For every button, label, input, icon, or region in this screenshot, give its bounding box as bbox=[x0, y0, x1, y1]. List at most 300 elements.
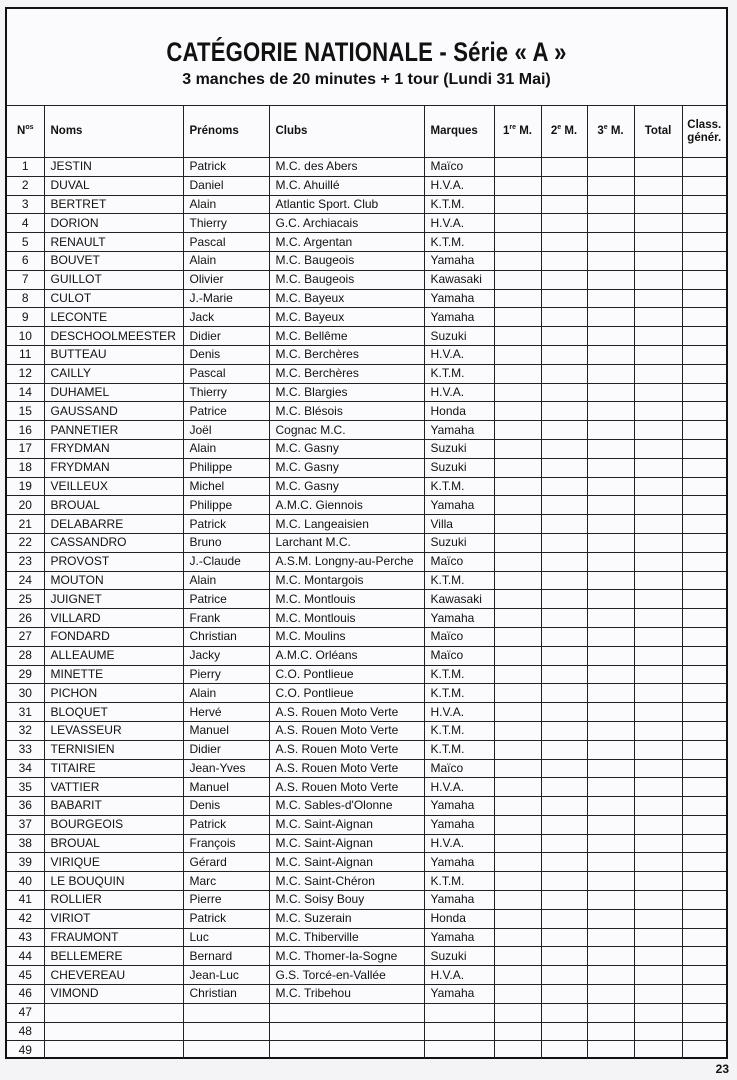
rider-club: M.C. Montlouis bbox=[269, 590, 424, 609]
rider-club: M.C. des Abers bbox=[269, 158, 424, 177]
rider-firstname: Alain bbox=[183, 571, 269, 590]
rider-brand: Yamaha bbox=[424, 421, 494, 440]
row-number: 1 bbox=[7, 158, 44, 177]
row-number: 43 bbox=[7, 928, 44, 947]
manche-2-cell bbox=[541, 233, 587, 252]
rider-firstname: Didier bbox=[183, 327, 269, 346]
rider-firstname: Philippe bbox=[183, 496, 269, 515]
table-row bbox=[7, 609, 726, 628]
total-cell bbox=[634, 402, 682, 421]
rider-brand: Yamaha bbox=[424, 609, 494, 628]
manche-2-cell bbox=[541, 496, 587, 515]
rider-name: DUVAL bbox=[44, 176, 183, 195]
sheet-header bbox=[7, 9, 726, 105]
manche-3-cell bbox=[587, 985, 634, 1004]
rider-firstname bbox=[183, 1022, 269, 1041]
rider-name: CULOT bbox=[44, 289, 183, 308]
rider-club: A.M.C. Giennois bbox=[269, 496, 424, 515]
total-cell bbox=[634, 590, 682, 609]
manche-2-cell bbox=[541, 947, 587, 966]
classement-cell bbox=[682, 985, 726, 1004]
table-row bbox=[7, 985, 726, 1004]
total-cell bbox=[634, 872, 682, 891]
total-cell bbox=[634, 646, 682, 665]
rider-brand: H.V.A. bbox=[424, 214, 494, 233]
row-number: 34 bbox=[7, 759, 44, 778]
manche-1-cell bbox=[494, 740, 541, 759]
manche-2-cell bbox=[541, 364, 587, 383]
manche-3-cell bbox=[587, 834, 634, 853]
rider-brand: H.V.A. bbox=[424, 703, 494, 722]
manche-3-cell bbox=[587, 721, 634, 740]
rider-name: CASSANDRO bbox=[44, 533, 183, 552]
rider-name: ALLEAUME bbox=[44, 646, 183, 665]
classement-cell bbox=[682, 590, 726, 609]
row-number: 30 bbox=[7, 684, 44, 703]
manche-2-cell bbox=[541, 289, 587, 308]
manche-3-cell bbox=[587, 1022, 634, 1041]
rider-name: DELABARRE bbox=[44, 515, 183, 534]
rider-brand: H.V.A. bbox=[424, 778, 494, 797]
manche-3-cell bbox=[587, 439, 634, 458]
rider-brand: K.T.M. bbox=[424, 364, 494, 383]
rider-brand: Yamaha bbox=[424, 891, 494, 910]
manche-3-cell bbox=[587, 590, 634, 609]
rider-firstname: Thierry bbox=[183, 383, 269, 402]
rider-club: A.S. Rouen Moto Verte bbox=[269, 703, 424, 722]
rider-brand bbox=[424, 1041, 494, 1059]
total-cell bbox=[634, 909, 682, 928]
manche-3-cell bbox=[587, 533, 634, 552]
manche-2-cell bbox=[541, 1003, 587, 1022]
classement-cell bbox=[682, 853, 726, 872]
manche-3-cell bbox=[587, 797, 634, 816]
manche-2-cell bbox=[541, 439, 587, 458]
manche-2-cell bbox=[541, 684, 587, 703]
total-cell bbox=[634, 233, 682, 252]
rider-club: M.C. Ahuillé bbox=[269, 176, 424, 195]
classement-cell bbox=[682, 195, 726, 214]
rider-name: BUTTEAU bbox=[44, 345, 183, 364]
rider-brand: Honda bbox=[424, 402, 494, 421]
row-number: 39 bbox=[7, 853, 44, 872]
rider-firstname: Patrice bbox=[183, 402, 269, 421]
rider-name: BLOQUET bbox=[44, 703, 183, 722]
rider-name bbox=[44, 1003, 183, 1022]
manche-1-cell bbox=[494, 477, 541, 496]
rider-club: M.C. Montlouis bbox=[269, 609, 424, 628]
rider-club: M.C. Tribehou bbox=[269, 985, 424, 1004]
manche-3-cell bbox=[587, 684, 634, 703]
row-number: 18 bbox=[7, 458, 44, 477]
manche-3-cell bbox=[587, 853, 634, 872]
rider-brand: Kawasaki bbox=[424, 590, 494, 609]
table-row bbox=[7, 496, 726, 515]
manche-2-cell bbox=[541, 195, 587, 214]
manche-3-cell bbox=[587, 477, 634, 496]
rider-brand: Yamaha bbox=[424, 815, 494, 834]
classement-cell bbox=[682, 872, 726, 891]
total-cell bbox=[634, 345, 682, 364]
manche-1-cell bbox=[494, 609, 541, 628]
table-header-row bbox=[7, 106, 726, 158]
classement-cell bbox=[682, 477, 726, 496]
manche-1-cell bbox=[494, 684, 541, 703]
total-cell bbox=[634, 721, 682, 740]
classement-cell bbox=[682, 402, 726, 421]
rider-brand: Honda bbox=[424, 909, 494, 928]
rider-club: A.S. Rouen Moto Verte bbox=[269, 778, 424, 797]
rider-brand: K.T.M. bbox=[424, 721, 494, 740]
rider-brand: Villa bbox=[424, 515, 494, 534]
rider-club: M.C. Blargies bbox=[269, 383, 424, 402]
rider-club: M.C. Berchères bbox=[269, 345, 424, 364]
total-cell bbox=[634, 1022, 682, 1041]
classement-cell bbox=[682, 797, 726, 816]
rider-club: M.C. Bellême bbox=[269, 327, 424, 346]
classement-cell bbox=[682, 909, 726, 928]
table-row bbox=[7, 966, 726, 985]
rider-name: CHEVEREAU bbox=[44, 966, 183, 985]
manche-2-cell bbox=[541, 308, 587, 327]
rider-firstname: Manuel bbox=[183, 778, 269, 797]
total-cell bbox=[634, 609, 682, 628]
rider-brand: Maïco bbox=[424, 552, 494, 571]
classement-cell bbox=[682, 571, 726, 590]
rider-firstname bbox=[183, 1041, 269, 1059]
manche-2-cell bbox=[541, 533, 587, 552]
rider-club: M.C. Bayeux bbox=[269, 289, 424, 308]
manche-3-cell bbox=[587, 609, 634, 628]
table-row bbox=[7, 703, 726, 722]
manche-3-cell bbox=[587, 947, 634, 966]
table-row bbox=[7, 289, 726, 308]
riders-table bbox=[7, 105, 726, 1059]
rider-brand: K.T.M. bbox=[424, 684, 494, 703]
table-row bbox=[7, 665, 726, 684]
rider-club bbox=[269, 1003, 424, 1022]
rider-firstname: Thierry bbox=[183, 214, 269, 233]
classement-cell bbox=[682, 966, 726, 985]
total-cell bbox=[634, 684, 682, 703]
rider-brand: Suzuki bbox=[424, 439, 494, 458]
manche-2-cell bbox=[541, 158, 587, 177]
rider-brand: Yamaha bbox=[424, 289, 494, 308]
manche-3-cell bbox=[587, 402, 634, 421]
classement-cell bbox=[682, 270, 726, 289]
manche-3-cell bbox=[587, 421, 634, 440]
table-row bbox=[7, 552, 726, 571]
row-number: 38 bbox=[7, 834, 44, 853]
classement-cell bbox=[682, 496, 726, 515]
manche-3-cell bbox=[587, 233, 634, 252]
row-number: 47 bbox=[7, 1003, 44, 1022]
manche-1-cell bbox=[494, 571, 541, 590]
classement-cell bbox=[682, 158, 726, 177]
classement-cell bbox=[682, 533, 726, 552]
rider-brand: Yamaha bbox=[424, 496, 494, 515]
rider-name: LE BOUQUIN bbox=[44, 872, 183, 891]
manche-2-cell bbox=[541, 966, 587, 985]
rider-club: M.C. Thomer-la-Sogne bbox=[269, 947, 424, 966]
table-row bbox=[7, 327, 726, 346]
rider-brand: Yamaha bbox=[424, 853, 494, 872]
total-cell bbox=[634, 552, 682, 571]
rider-club: M.C. Baugeois bbox=[269, 270, 424, 289]
total-cell bbox=[634, 496, 682, 515]
col-header-manche-2: 2e M. bbox=[541, 106, 587, 158]
manche-1-cell bbox=[494, 759, 541, 778]
manche-2-cell bbox=[541, 251, 587, 270]
classement-cell bbox=[682, 778, 726, 797]
total-cell bbox=[634, 176, 682, 195]
rider-firstname: Alain bbox=[183, 195, 269, 214]
rider-club: M.C. Saint-Chéron bbox=[269, 872, 424, 891]
classement-cell bbox=[682, 684, 726, 703]
table-row bbox=[7, 458, 726, 477]
total-cell bbox=[634, 627, 682, 646]
classement-cell bbox=[682, 364, 726, 383]
rider-firstname: Frank bbox=[183, 609, 269, 628]
rider-name: VIRIOT bbox=[44, 909, 183, 928]
rider-club: M.C. Bayeux bbox=[269, 308, 424, 327]
table-row bbox=[7, 646, 726, 665]
row-number: 27 bbox=[7, 627, 44, 646]
total-cell bbox=[634, 759, 682, 778]
row-number: 20 bbox=[7, 496, 44, 515]
table-row bbox=[7, 214, 726, 233]
rider-club: Atlantic Sport. Club bbox=[269, 195, 424, 214]
rider-club: M.C. Saint-Aignan bbox=[269, 834, 424, 853]
manche-2-cell bbox=[541, 383, 587, 402]
rider-name: LECONTE bbox=[44, 308, 183, 327]
table-row bbox=[7, 308, 726, 327]
rider-name: LEVASSEUR bbox=[44, 721, 183, 740]
total-cell bbox=[634, 477, 682, 496]
rider-name: JESTIN bbox=[44, 158, 183, 177]
row-number: 46 bbox=[7, 985, 44, 1004]
manche-3-cell bbox=[587, 891, 634, 910]
manche-3-cell bbox=[587, 308, 634, 327]
manche-1-cell bbox=[494, 496, 541, 515]
table-row bbox=[7, 815, 726, 834]
row-number: 28 bbox=[7, 646, 44, 665]
rider-brand: Maïco bbox=[424, 759, 494, 778]
manche-1-cell bbox=[494, 383, 541, 402]
rider-firstname: François bbox=[183, 834, 269, 853]
rider-name: FRAUMONT bbox=[44, 928, 183, 947]
rider-name: VIMOND bbox=[44, 985, 183, 1004]
rider-club bbox=[269, 1041, 424, 1059]
table-row bbox=[7, 345, 726, 364]
rider-name: FRYDMAN bbox=[44, 439, 183, 458]
page-number: 23 bbox=[715, 1062, 729, 1076]
manche-3-cell bbox=[587, 703, 634, 722]
rider-firstname: Jean-Yves bbox=[183, 759, 269, 778]
total-cell bbox=[634, 985, 682, 1004]
rider-club: C.O. Pontlieue bbox=[269, 665, 424, 684]
table-row bbox=[7, 477, 726, 496]
manche-1-cell bbox=[494, 251, 541, 270]
total-cell bbox=[634, 928, 682, 947]
total-cell bbox=[634, 289, 682, 308]
row-number: 29 bbox=[7, 665, 44, 684]
manche-1-cell bbox=[494, 195, 541, 214]
rider-brand: Yamaha bbox=[424, 308, 494, 327]
row-number: 33 bbox=[7, 740, 44, 759]
table-row bbox=[7, 533, 726, 552]
manche-3-cell bbox=[587, 458, 634, 477]
total-cell bbox=[634, 327, 682, 346]
rider-name: GAUSSAND bbox=[44, 402, 183, 421]
manche-2-cell bbox=[541, 214, 587, 233]
classement-cell bbox=[682, 703, 726, 722]
rider-firstname: Bruno bbox=[183, 533, 269, 552]
rider-name: MINETTE bbox=[44, 665, 183, 684]
table-row bbox=[7, 928, 726, 947]
classement-cell bbox=[682, 947, 726, 966]
manche-1-cell bbox=[494, 233, 541, 252]
rider-firstname: Denis bbox=[183, 797, 269, 816]
classement-cell bbox=[682, 646, 726, 665]
classement-cell bbox=[682, 552, 726, 571]
rider-brand bbox=[424, 1022, 494, 1041]
rider-brand: Yamaha bbox=[424, 928, 494, 947]
manche-1-cell bbox=[494, 627, 541, 646]
rider-brand: Maïco bbox=[424, 158, 494, 177]
row-number: 5 bbox=[7, 233, 44, 252]
manche-1-cell bbox=[494, 815, 541, 834]
rider-club: Larchant M.C. bbox=[269, 533, 424, 552]
total-cell bbox=[634, 195, 682, 214]
rider-firstname: Patrick bbox=[183, 158, 269, 177]
manche-1-cell bbox=[494, 985, 541, 1004]
row-number: 11 bbox=[7, 345, 44, 364]
total-cell bbox=[634, 966, 682, 985]
manche-2-cell bbox=[541, 909, 587, 928]
table-row bbox=[7, 421, 726, 440]
rider-name bbox=[44, 1022, 183, 1041]
manche-3-cell bbox=[587, 176, 634, 195]
row-number: 7 bbox=[7, 270, 44, 289]
manche-3-cell bbox=[587, 872, 634, 891]
manche-1-cell bbox=[494, 515, 541, 534]
rider-club: M.C. Thiberville bbox=[269, 928, 424, 947]
rider-firstname: Gérard bbox=[183, 853, 269, 872]
manche-3-cell bbox=[587, 665, 634, 684]
table-row bbox=[7, 872, 726, 891]
manche-1-cell bbox=[494, 364, 541, 383]
table-row bbox=[7, 909, 726, 928]
table-row bbox=[7, 834, 726, 853]
rider-name: FRYDMAN bbox=[44, 458, 183, 477]
manche-3-cell bbox=[587, 646, 634, 665]
manche-2-cell bbox=[541, 515, 587, 534]
rider-brand: K.T.M. bbox=[424, 740, 494, 759]
col-header-noms: Noms bbox=[44, 106, 183, 158]
total-cell bbox=[634, 703, 682, 722]
rider-brand: Suzuki bbox=[424, 947, 494, 966]
row-number: 31 bbox=[7, 703, 44, 722]
manche-2-cell bbox=[541, 815, 587, 834]
rider-name: DORION bbox=[44, 214, 183, 233]
rider-brand: K.T.M. bbox=[424, 665, 494, 684]
row-number: 4 bbox=[7, 214, 44, 233]
manche-3-cell bbox=[587, 740, 634, 759]
manche-3-cell bbox=[587, 552, 634, 571]
manche-3-cell bbox=[587, 759, 634, 778]
row-number: 8 bbox=[7, 289, 44, 308]
rider-name: JUIGNET bbox=[44, 590, 183, 609]
manche-1-cell bbox=[494, 872, 541, 891]
manche-2-cell bbox=[541, 928, 587, 947]
manche-1-cell bbox=[494, 590, 541, 609]
table-row bbox=[7, 270, 726, 289]
total-cell bbox=[634, 891, 682, 910]
rider-firstname: Hervé bbox=[183, 703, 269, 722]
table-row bbox=[7, 383, 726, 402]
manche-2-cell bbox=[541, 740, 587, 759]
rider-name: PROVOST bbox=[44, 552, 183, 571]
table-row bbox=[7, 515, 726, 534]
total-cell bbox=[634, 439, 682, 458]
table-row bbox=[7, 721, 726, 740]
classement-cell bbox=[682, 815, 726, 834]
total-cell bbox=[634, 947, 682, 966]
rider-brand: Suzuki bbox=[424, 458, 494, 477]
manche-3-cell bbox=[587, 928, 634, 947]
row-number: 24 bbox=[7, 571, 44, 590]
rider-firstname: Philippe bbox=[183, 458, 269, 477]
rider-club: M.C. Sables-d'Olonne bbox=[269, 797, 424, 816]
rider-brand: K.T.M. bbox=[424, 233, 494, 252]
rider-name: CAILLY bbox=[44, 364, 183, 383]
rider-club: M.C. Suzerain bbox=[269, 909, 424, 928]
rider-name: PANNETIER bbox=[44, 421, 183, 440]
total-cell bbox=[634, 308, 682, 327]
manche-3-cell bbox=[587, 383, 634, 402]
manche-3-cell bbox=[587, 214, 634, 233]
classement-cell bbox=[682, 740, 726, 759]
manche-1-cell bbox=[494, 1022, 541, 1041]
col-header-classement: Class. génér. bbox=[682, 106, 726, 158]
row-number: 21 bbox=[7, 515, 44, 534]
row-number: 32 bbox=[7, 721, 44, 740]
classement-cell bbox=[682, 759, 726, 778]
manche-3-cell bbox=[587, 270, 634, 289]
total-cell bbox=[634, 421, 682, 440]
table-body bbox=[7, 158, 726, 1060]
table-row bbox=[7, 853, 726, 872]
total-cell bbox=[634, 1041, 682, 1059]
rider-name: BERTRET bbox=[44, 195, 183, 214]
rider-firstname: Daniel bbox=[183, 176, 269, 195]
manche-3-cell bbox=[587, 158, 634, 177]
rider-firstname bbox=[183, 1003, 269, 1022]
rider-name: BELLEMERE bbox=[44, 947, 183, 966]
row-number: 23 bbox=[7, 552, 44, 571]
classement-cell bbox=[682, 327, 726, 346]
table-row bbox=[7, 233, 726, 252]
rider-firstname: Marc bbox=[183, 872, 269, 891]
row-number: 42 bbox=[7, 909, 44, 928]
manche-3-cell bbox=[587, 778, 634, 797]
rider-club: A.S. Rouen Moto Verte bbox=[269, 759, 424, 778]
manche-1-cell bbox=[494, 439, 541, 458]
rider-brand: K.T.M. bbox=[424, 477, 494, 496]
table-row bbox=[7, 251, 726, 270]
classement-cell bbox=[682, 721, 726, 740]
